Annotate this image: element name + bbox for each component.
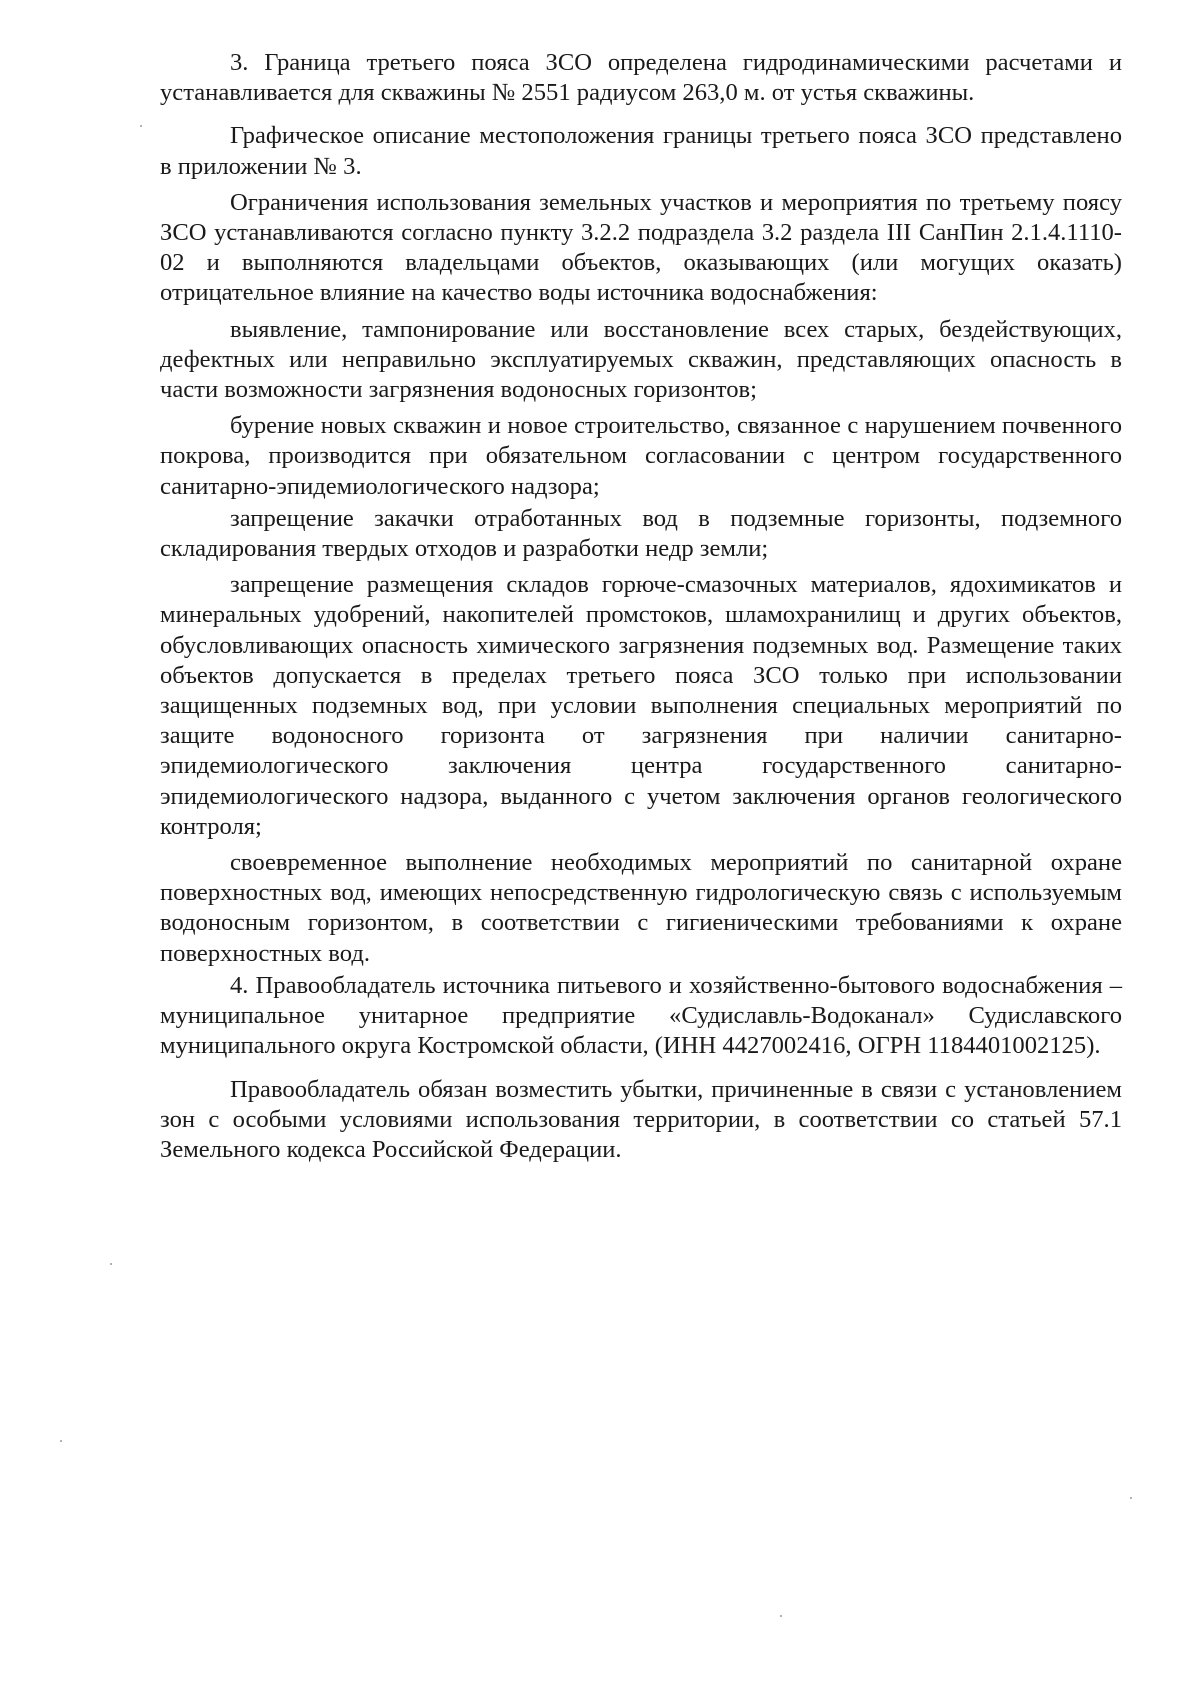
paragraph-waste-injection-ban: запрещение закачки отработанных вод в подземные горизонты, подземного складирования твердых отходов и разработки недр земли;: [160, 504, 1122, 563]
paragraph-storage-ban: запрещение размещения складов горюче-смазочных материалов, ядохимикатов и минеральных удобрений, накопителей промстоков, шламохранилищ и других объектов, обусловливающих опасность химического загрязнения подземных вод. Размещение таких объектов допускается в пределах третьего пояса ЗСО только при использовании защищенных подземных вод, при условии выполнения специальных мероприятий по защите водоносного горизонта от загрязнения при наличии санитарно-эпидемиологического заключения центра государственного санитарно-эпидемиологического надзора, выданного с учетом заключения органов геологического контроля;: [160, 571, 1122, 840]
paragraph-graphic-description: Графическое описание местоположения границы третьего пояса ЗСО представлено в приложении № 3.: [160, 122, 1122, 180]
paragraph-land-use-restrictions: Ограничения использования земельных участков и мероприятия по третьему поясу ЗСО устанавливаются согласно пункту 3.2.2 подраздела 3.2 раздела III СанПин 2.1.4.1110-02 и выполняются владельцами объектов, оказывающих (или могущих оказать) отрицательное влияние на качество воды источника водоснабжения:: [160, 188, 1122, 307]
paragraph-new-drilling: бурение новых скважин и новое строительство, связанное с нарушением почвенного покрова, производится при обязательном согласовании с центром государственного санитарно-эпидемиологического надзора;: [160, 412, 1122, 500]
scan-speck: [1130, 1497, 1132, 1499]
paragraph-third-zone-boundary: 3. Граница третьего пояса ЗСО определена гидродинамическими расчетами и устанавливается для скважины № 2551 радиусом 263,0 м. от устья скважины.: [160, 49, 1122, 107]
scan-speck: [780, 1615, 782, 1617]
paragraph-old-wells: выявление, тампонирование или восстановление всех старых, бездействующих, дефектных или неправильно эксплуатируемых скважин, представляющих опасность в части возможности загрязнения водоносных горизонтов;: [160, 315, 1122, 404]
scan-speck: [140, 125, 142, 127]
document-body: [160, 48, 1122, 1165]
paragraph-rights-holder: 4. Правообладатель источника питьевого и хозяйственно-бытового водоснабжения – муниципальное унитарное предприятие «Судиславль-Водоканал» Судиславского муниципального округа Костромской области, (ИНН 4427002416, ОГРН 1184401002125).: [160, 971, 1122, 1060]
scan-speck: [60, 1440, 62, 1442]
paragraph-compensation: Правообладатель обязан возместить убытки, причиненные в связи с установлением зон с особыми условиями использования территории, в соответствии со статьей 57.1 Земельного кодекса Российской Федерации.: [160, 1075, 1122, 1163]
paragraph-surface-water-protection: своевременное выполнение необходимых мероприятий по санитарной охране поверхностных вод, имеющих непосредственную гидрологическую связь с используемым водоносным горизонтом, в соответствии с гигиеническими требованиями к охране поверхностных вод.: [160, 849, 1122, 967]
scan-speck: [110, 1263, 112, 1265]
